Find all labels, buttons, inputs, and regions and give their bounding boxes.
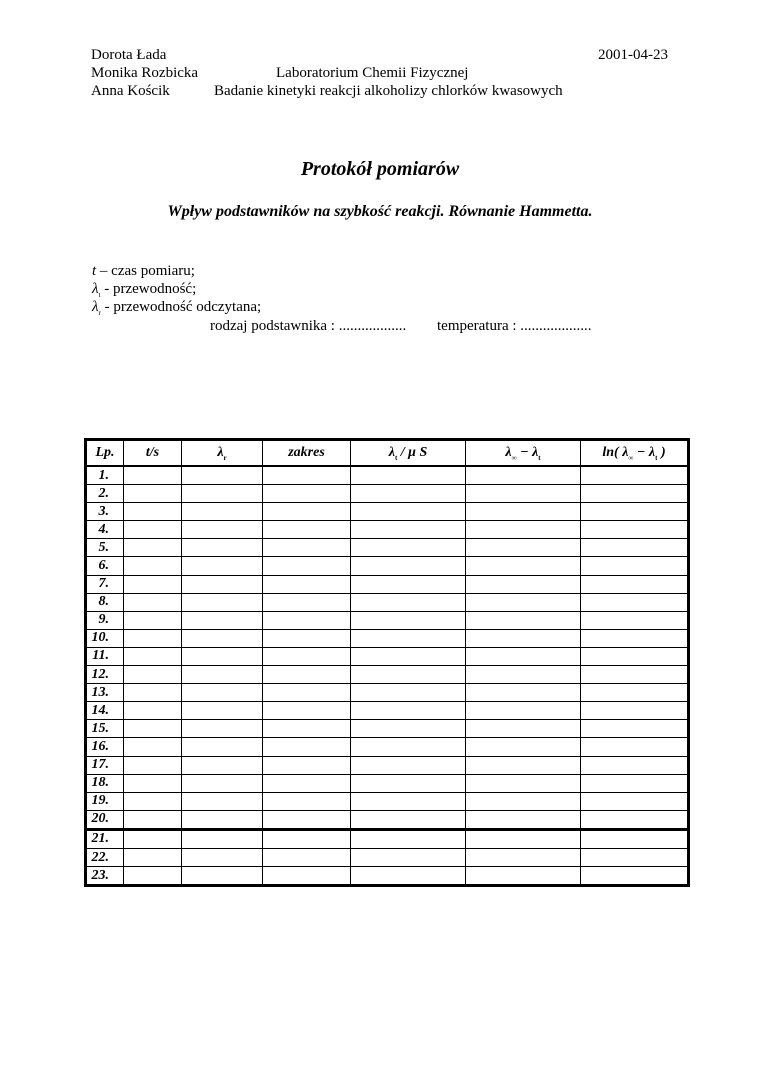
table-cell[interactable]: [124, 593, 182, 611]
legend-read-desc: - przewodność odczytana;: [100, 299, 262, 315]
lab-name: Laboratorium Chemii Fizycznej: [276, 65, 469, 81]
table-cell[interactable]: [581, 829, 689, 848]
table-cell[interactable]: [466, 738, 581, 756]
table-cell[interactable]: [581, 557, 689, 575]
table-cell[interactable]: [124, 867, 182, 886]
substituent-field[interactable]: rodzaj podstawnika : ..................: [210, 318, 407, 334]
table-cell[interactable]: [466, 774, 581, 792]
table-cell[interactable]: [263, 774, 351, 792]
date: 2001-04-23: [598, 47, 668, 63]
table-cell[interactable]: [581, 774, 689, 792]
legend-time-desc: – czas pomiaru;: [96, 263, 195, 279]
table-cell[interactable]: [581, 521, 689, 539]
table-cell[interactable]: [182, 539, 263, 557]
table-row: [86, 720, 689, 738]
table-cell[interactable]: [124, 702, 182, 720]
row-number: 3.: [86, 503, 124, 521]
legend-conductivity-desc: - przewodność;: [100, 281, 197, 297]
legend-time: [92, 262, 195, 280]
table-cell[interactable]: [124, 756, 182, 774]
table-cell[interactable]: [351, 521, 466, 539]
table-cell[interactable]: [263, 848, 351, 866]
table-cell[interactable]: [466, 684, 581, 702]
table-cell[interactable]: [581, 666, 689, 684]
table-cell[interactable]: [351, 792, 466, 810]
table-cell[interactable]: [351, 593, 466, 611]
table-header-row: [86, 440, 689, 467]
col-header-time: t/s: [124, 440, 182, 467]
row-number: 23.: [86, 867, 124, 886]
row-number: 18.: [86, 774, 124, 792]
row-number: 9.: [86, 611, 124, 629]
table-cell[interactable]: [182, 720, 263, 738]
table-cell[interactable]: [263, 829, 351, 848]
experiment-subject: Badanie kinetyki reakcji alkoholizy chlorków kwasowych: [214, 83, 563, 99]
table-row: [86, 647, 689, 665]
table-cell[interactable]: [124, 848, 182, 866]
table-cell[interactable]: [466, 557, 581, 575]
table-cell[interactable]: [182, 503, 263, 521]
table-row: [86, 557, 689, 575]
table-cell[interactable]: [263, 629, 351, 647]
table-cell[interactable]: [581, 756, 689, 774]
table-cell[interactable]: [182, 774, 263, 792]
table-cell[interactable]: [351, 738, 466, 756]
table-row: [86, 593, 689, 611]
table-cell[interactable]: [466, 810, 581, 829]
table-cell[interactable]: [182, 485, 263, 503]
table-row: [86, 756, 689, 774]
table-cell[interactable]: [581, 792, 689, 810]
temperature-field[interactable]: temperatura : ...................: [437, 318, 592, 334]
table-cell[interactable]: [124, 810, 182, 829]
table-cell[interactable]: [581, 848, 689, 866]
row-number: 20.: [86, 810, 124, 829]
table-cell[interactable]: [263, 503, 351, 521]
table-cell[interactable]: [351, 810, 466, 829]
table-cell[interactable]: [581, 539, 689, 557]
table-cell[interactable]: [351, 647, 466, 665]
table-cell[interactable]: [182, 593, 263, 611]
table-cell[interactable]: [466, 829, 581, 848]
table-cell[interactable]: [351, 503, 466, 521]
table-cell[interactable]: [581, 485, 689, 503]
table-cell[interactable]: [182, 702, 263, 720]
table-cell[interactable]: [182, 684, 263, 702]
table-cell[interactable]: [351, 684, 466, 702]
table-cell[interactable]: [581, 593, 689, 611]
table-cell[interactable]: [351, 867, 466, 886]
table-cell[interactable]: [124, 575, 182, 593]
table-cell[interactable]: [124, 738, 182, 756]
page-subtitle: Wpływ podstawników na szybkość reakcji. Równanie Hammetta.: [167, 203, 593, 220]
table-row: [86, 521, 689, 539]
table-cell[interactable]: [581, 611, 689, 629]
table-cell[interactable]: [581, 867, 689, 886]
table-cell[interactable]: [351, 575, 466, 593]
page-title: Protokół pomiarów: [300, 158, 460, 180]
table-row: [86, 539, 689, 557]
table-row: [86, 466, 689, 485]
table-cell[interactable]: [124, 611, 182, 629]
table-cell[interactable]: [466, 521, 581, 539]
table-cell[interactable]: [182, 792, 263, 810]
table-row: [86, 629, 689, 647]
table-cell[interactable]: [466, 720, 581, 738]
table-cell[interactable]: [581, 720, 689, 738]
table-cell[interactable]: [581, 702, 689, 720]
table-cell[interactable]: [124, 539, 182, 557]
table-cell[interactable]: [124, 684, 182, 702]
table-cell[interactable]: [263, 738, 351, 756]
table-cell[interactable]: [581, 738, 689, 756]
table-cell[interactable]: [351, 848, 466, 866]
table-row: [86, 867, 689, 886]
table-cell[interactable]: [124, 521, 182, 539]
table-cell[interactable]: [182, 521, 263, 539]
table-cell[interactable]: [182, 738, 263, 756]
row-number: 12.: [86, 666, 124, 684]
table-cell[interactable]: [124, 792, 182, 810]
unit-label: S: [419, 444, 428, 460]
table-cell[interactable]: [466, 575, 581, 593]
row-number: 6.: [86, 557, 124, 575]
table-cell[interactable]: [182, 629, 263, 647]
table-cell[interactable]: [466, 611, 581, 629]
table-cell[interactable]: [466, 792, 581, 810]
table-row: [86, 792, 689, 810]
table-cell[interactable]: [581, 629, 689, 647]
col-header-lambda-r: $\lambda_r$: [182, 440, 263, 467]
table-cell[interactable]: [351, 756, 466, 774]
table-cell[interactable]: [263, 593, 351, 611]
table-cell[interactable]: [351, 557, 466, 575]
table-cell[interactable]: [124, 774, 182, 792]
row-number: 17.: [86, 756, 124, 774]
col-header-lp: Lp.: [86, 440, 124, 467]
table-cell[interactable]: [263, 485, 351, 503]
table-cell[interactable]: [466, 647, 581, 665]
table-cell[interactable]: [182, 666, 263, 684]
table-cell[interactable]: [466, 485, 581, 503]
table-row: [86, 666, 689, 684]
author-3: Anna Kościk: [91, 83, 170, 99]
row-number: 8.: [86, 593, 124, 611]
table-cell[interactable]: [124, 629, 182, 647]
table-cell[interactable]: [124, 485, 182, 503]
table-cell[interactable]: [351, 829, 466, 848]
row-number: 1.: [86, 466, 124, 485]
table-cell[interactable]: [182, 557, 263, 575]
row-number: 4.: [86, 521, 124, 539]
row-number: 21.: [86, 829, 124, 848]
table-cell[interactable]: [124, 666, 182, 684]
row-number: 22.: [86, 848, 124, 866]
table-cell[interactable]: [351, 466, 466, 485]
row-number: 14.: [86, 702, 124, 720]
table-row: [86, 810, 689, 829]
table-cell[interactable]: [182, 647, 263, 665]
table-cell[interactable]: [263, 684, 351, 702]
row-number: 7.: [86, 575, 124, 593]
table-cell[interactable]: [466, 466, 581, 485]
table-cell[interactable]: [263, 720, 351, 738]
table-cell[interactable]: [263, 539, 351, 557]
table-cell[interactable]: [124, 466, 182, 485]
col-header-range: zakres: [263, 440, 351, 467]
table-cell[interactable]: [263, 810, 351, 829]
row-number: 2.: [86, 485, 124, 503]
table-row: [86, 738, 689, 756]
table-cell[interactable]: [182, 829, 263, 848]
table-cell[interactable]: [263, 792, 351, 810]
table-cell[interactable]: [263, 611, 351, 629]
table-cell[interactable]: [263, 647, 351, 665]
lambda-r-symbol: $\lambda_r$: [92, 299, 101, 317]
table-cell[interactable]: [263, 575, 351, 593]
table-cell[interactable]: [182, 867, 263, 886]
table-cell[interactable]: [182, 810, 263, 829]
row-number: 5.: [86, 539, 124, 557]
row-number: 13.: [86, 684, 124, 702]
author-1: Dorota Łada: [91, 47, 167, 63]
table-row: [86, 611, 689, 629]
table-cell[interactable]: [351, 666, 466, 684]
table-cell[interactable]: [581, 684, 689, 702]
row-number: 16.: [86, 738, 124, 756]
table-cell[interactable]: [263, 521, 351, 539]
table-cell[interactable]: [182, 756, 263, 774]
table-cell[interactable]: [182, 466, 263, 485]
table-row: [86, 485, 689, 503]
table-cell[interactable]: [182, 611, 263, 629]
table-cell[interactable]: [124, 829, 182, 848]
table-cell[interactable]: [263, 702, 351, 720]
table-cell[interactable]: [581, 503, 689, 521]
table-cell[interactable]: [351, 611, 466, 629]
table-cell[interactable]: [466, 539, 581, 557]
measurement-table: [84, 438, 690, 887]
table-cell[interactable]: [466, 503, 581, 521]
table-cell[interactable]: [182, 848, 263, 866]
table-row: [86, 774, 689, 792]
table-cell[interactable]: [351, 720, 466, 738]
table-row: [86, 684, 689, 702]
table-cell[interactable]: [466, 666, 581, 684]
table-cell[interactable]: [466, 593, 581, 611]
table-cell[interactable]: [581, 810, 689, 829]
table-cell[interactable]: [124, 557, 182, 575]
row-number: 11.: [86, 647, 124, 665]
table-cell[interactable]: [466, 867, 581, 886]
table-cell[interactable]: [466, 629, 581, 647]
table-cell[interactable]: [124, 647, 182, 665]
table-cell[interactable]: [581, 466, 689, 485]
table-cell[interactable]: [581, 647, 689, 665]
table-row: [86, 848, 689, 866]
col-header-lambda-t-unit: $\lambda_t$ / μ S: [351, 440, 466, 467]
table-row: [86, 575, 689, 593]
author-2: Monika Rozbicka: [91, 65, 199, 81]
table-cell[interactable]: [263, 466, 351, 485]
table-cell[interactable]: [263, 756, 351, 774]
table-cell[interactable]: [351, 539, 466, 557]
table-cell[interactable]: [124, 503, 182, 521]
table-cell[interactable]: [351, 702, 466, 720]
table-cell[interactable]: [351, 485, 466, 503]
table-row: [86, 503, 689, 521]
table-cell[interactable]: [466, 848, 581, 866]
table-row: [86, 702, 689, 720]
table-cell[interactable]: [124, 720, 182, 738]
table-cell[interactable]: [466, 756, 581, 774]
lambda-t-symbol: $\lambda_t$: [92, 281, 101, 299]
table-cell[interactable]: [182, 575, 263, 593]
table-cell[interactable]: [263, 557, 351, 575]
table-cell[interactable]: [263, 867, 351, 886]
col-header-ln: ln( $\lambda_\infty - \lambda_t$ ): [581, 440, 689, 467]
t-symbol: t: [92, 263, 97, 279]
row-number: 15.: [86, 720, 124, 738]
table-cell[interactable]: [466, 702, 581, 720]
table-cell[interactable]: [263, 666, 351, 684]
table-row: [86, 829, 689, 848]
table-cell[interactable]: [581, 575, 689, 593]
row-number: 19.: [86, 792, 124, 810]
table-cell[interactable]: [351, 629, 466, 647]
ln-label: ln(: [602, 444, 619, 460]
col-header-lambda-diff: $\lambda_\infty - \lambda_t$: [466, 440, 581, 467]
table-cell[interactable]: [351, 774, 466, 792]
row-number: 10.: [86, 629, 124, 647]
